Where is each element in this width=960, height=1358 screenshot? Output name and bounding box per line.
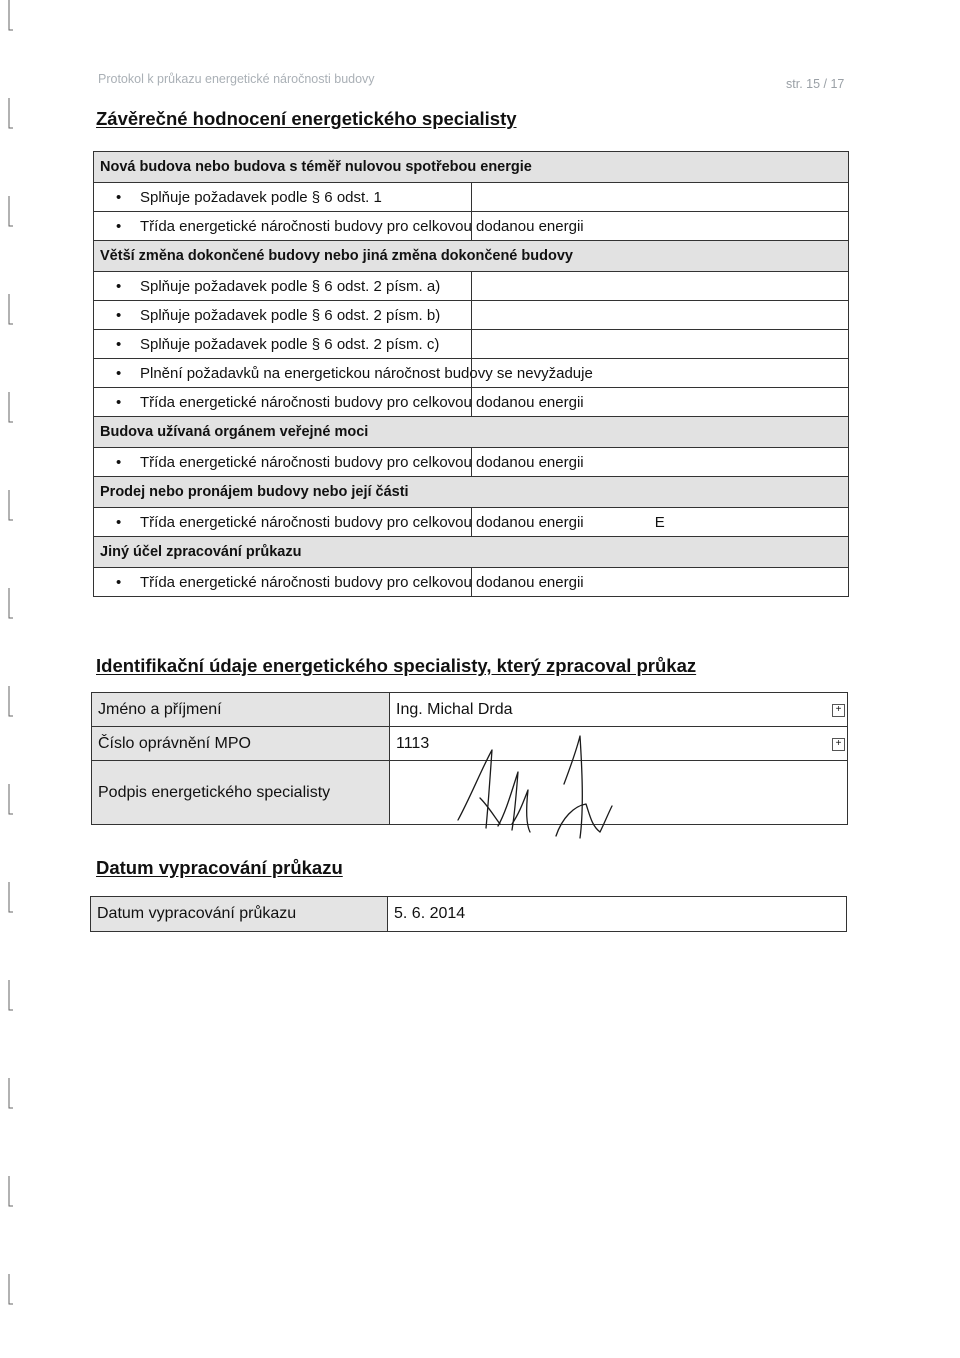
permit-label: Číslo oprávnění MPO xyxy=(92,727,390,761)
group-title-row xyxy=(94,241,849,272)
assessment-row xyxy=(94,508,849,537)
bullet: • xyxy=(116,188,122,206)
group-title: Prodej nebo pronájem budovy nebo její části xyxy=(94,477,849,508)
date-row xyxy=(91,897,847,932)
scan-edge-marks xyxy=(0,0,14,1358)
expand-icon[interactable]: + xyxy=(832,704,845,717)
group-title: Budova užívaná orgánem veřejné moci xyxy=(94,417,849,448)
criterion-label: Třída energetické náročnosti budovy pro celkovou dodanou energii xyxy=(140,573,584,591)
criterion-value xyxy=(471,272,849,301)
signature-label: Podpis energetického specialisty xyxy=(92,761,390,825)
date-value: 5. 6. 2014 xyxy=(388,897,847,932)
group-title: Jiný účel zpracování průkazu xyxy=(94,537,849,568)
criterion-label: Splňuje požadavek podle § 6 odst. 2 písm. b) xyxy=(140,306,441,324)
bullet: • xyxy=(116,335,122,353)
name-value: Ing. Michal Drda xyxy=(396,700,513,718)
group-title: Větší změna dokončené budovy nebo jiná změna dokončené budovy xyxy=(94,241,849,272)
document-title: Protokol k průkazu energetické náročnosti budovy xyxy=(98,72,375,86)
assessment-row xyxy=(94,330,849,359)
bullet: • xyxy=(116,513,122,531)
criterion-label: Třída energetické náročnosti budovy pro celkovou dodanou energii xyxy=(140,453,584,471)
permit-value: 1113 xyxy=(396,734,430,752)
final-assessment-heading: Závěrečné hodnocení energetického specialisty xyxy=(96,108,517,129)
page-number: str. 15 / 17 xyxy=(786,77,845,91)
bullet: • xyxy=(116,393,122,411)
criterion-label: Třída energetické náročnosti budovy pro celkovou dodanou energii xyxy=(140,393,584,411)
assessment-row xyxy=(94,212,849,241)
specialist-id-heading: Identifikační údaje energetického specialisty, který zpracoval průkaz xyxy=(96,655,697,676)
bullet: • xyxy=(116,277,122,295)
assessment-row xyxy=(94,388,849,417)
criterion-label: Splňuje požadavek podle § 6 odst. 2 písm. a) xyxy=(140,277,441,295)
date-table xyxy=(90,896,847,932)
group-title-row xyxy=(94,152,849,183)
assessment-row xyxy=(94,568,849,597)
bullet: • xyxy=(116,453,122,471)
criterion-label: Plnění požadavků na energetickou náročnost budovy se nevyžaduje xyxy=(140,364,593,382)
assessment-row xyxy=(94,301,849,330)
bullet: • xyxy=(116,364,122,382)
criterion-value xyxy=(471,330,849,359)
assessment-row xyxy=(94,359,849,388)
criterion-label: Splňuje požadavek podle § 6 odst. 1 xyxy=(140,188,382,206)
assessment-row xyxy=(94,272,849,301)
name-row xyxy=(92,693,848,727)
bullet: • xyxy=(116,306,122,324)
bullet: • xyxy=(116,573,122,591)
name-label: Jméno a příjmení xyxy=(92,693,390,727)
expand-icon[interactable]: + xyxy=(832,738,845,751)
criterion-label: Třída energetické náročnosti budovy pro celkovou dodanou energii xyxy=(140,513,584,531)
group-title-row xyxy=(94,477,849,508)
date-label: Datum vypracování průkazu xyxy=(91,897,388,932)
assessment-table xyxy=(93,151,849,597)
assessment-row xyxy=(94,448,849,477)
criterion-label: Třída energetické náročnosti budovy pro celkovou dodanou energii xyxy=(140,217,584,235)
criterion-label: Splňuje požadavek podle § 6 odst. 2 písm. c) xyxy=(140,335,440,353)
bullet: • xyxy=(116,217,122,235)
preparation-date-heading: Datum vypracování průkazu xyxy=(96,857,343,878)
group-title-row xyxy=(94,537,849,568)
assessment-row xyxy=(94,183,849,212)
group-title-row xyxy=(94,417,849,448)
handwritten-signature xyxy=(440,728,640,858)
group-title: Nová budova nebo budova s téměř nulovou spotřebou energie xyxy=(94,152,849,183)
energy-class-value: E xyxy=(471,508,849,537)
criterion-value xyxy=(471,183,849,212)
criterion-value xyxy=(471,301,849,330)
